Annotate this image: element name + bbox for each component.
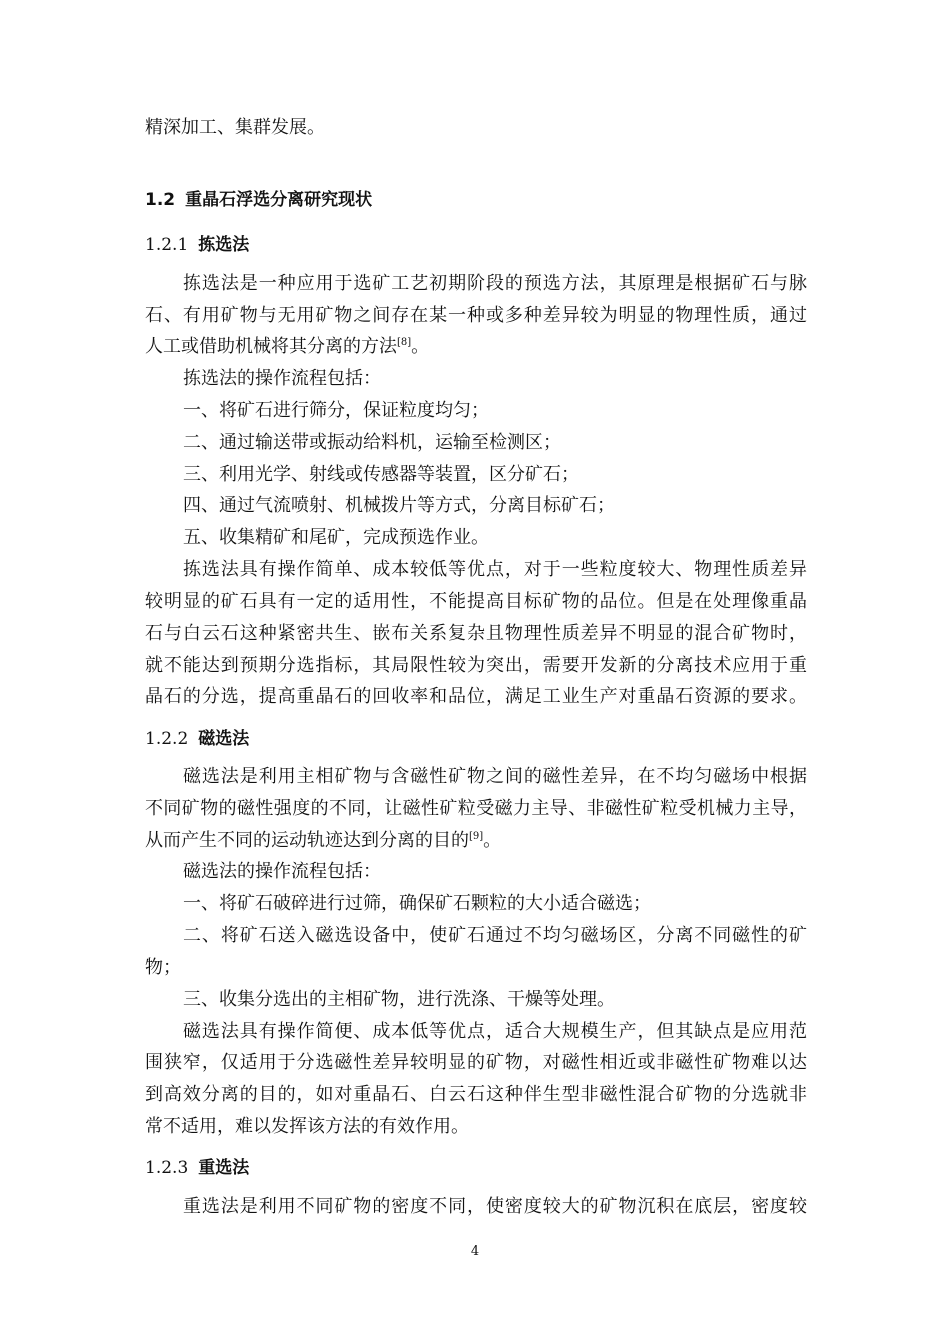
line-end: 。 bbox=[483, 830, 502, 851]
paragraph-line bbox=[145, 829, 807, 853]
paragraph-line: 磁选法的操作流程包括： bbox=[183, 861, 381, 882]
paragraph-line: 石、有用矿物与无用矿物之间存在某一种或多种差异较为明显的物理性质，通过 bbox=[145, 305, 807, 326]
paragraph-line: 石与白云石这种紧密共生、嵌布关系复杂且物理性质差异不明显的混合矿物时， bbox=[145, 623, 807, 644]
paragraph-line bbox=[145, 335, 807, 359]
paragraph-line: 拣选法具有操作简单、成本较低等优点，对于一些粒度较大、物理性质差异 bbox=[183, 559, 807, 580]
paragraph-line: 就不能达到预期分选指标，其局限性较为突出，需要开发新的分离技术应用于重 bbox=[145, 655, 807, 676]
subsection-number: 1.2.1 bbox=[145, 235, 189, 255]
subsection-heading-1-2-2 bbox=[145, 727, 807, 751]
list-item: 五、收集精矿和尾矿，完成预选作业。 bbox=[183, 527, 489, 548]
paragraph-line: 围狭窄，仅适用于分选磁性差异较明显的矿物，对磁性相近或非磁性矿物难以达 bbox=[145, 1052, 807, 1073]
paragraph-line: 不同矿物的磁性强度的不同，让磁性矿粒受磁力主导、非磁性矿粒受机械力主导， bbox=[145, 798, 807, 819]
citation-ref: [8] bbox=[397, 337, 412, 348]
subsection-heading-1-2-3 bbox=[145, 1156, 807, 1180]
paragraph-line: 重选法是利用不同矿物的密度不同，使密度较大的矿物沉积在底层，密度较 bbox=[183, 1196, 807, 1217]
subsection-heading-1-2-1 bbox=[145, 233, 807, 257]
paragraph-line: 较明显的矿石具有一定的适用性，不能提高目标矿物的品位。但是在处理像重晶 bbox=[145, 591, 807, 612]
list-item: 三、收集分选出的主相矿物，进行洗涤、干燥等处理。 bbox=[183, 989, 615, 1010]
paragraph-line: 常不适用，难以发挥该方法的有效作用。 bbox=[145, 1116, 469, 1137]
page-number: 4 bbox=[470, 1244, 480, 1259]
list-item: 一、将矿石破碎进行过筛，确保矿石颗粒的大小适合磁选； bbox=[183, 893, 651, 914]
list-item-continuation: 物； bbox=[145, 957, 181, 978]
paragraph-line: 晶石的分选，提高重晶石的回收率和品位，满足工业生产对重晶石资源的要求。 bbox=[145, 686, 807, 707]
citation-ref: [9] bbox=[469, 831, 484, 842]
paragraph-line: 磁选法是利用主相矿物与含磁性矿物之间的磁性差异，在不均匀磁场中根据 bbox=[183, 766, 807, 787]
subsection-title: 拣选法 bbox=[198, 235, 250, 255]
subsection-number: 1.2.3 bbox=[145, 1158, 189, 1178]
section-heading-1-2 bbox=[145, 188, 807, 212]
section-title: 重晶石浮选分离研究现状 bbox=[185, 190, 373, 210]
list-item: 四、通过气流喷射、机械拨片等方式，分离目标矿石； bbox=[183, 495, 615, 516]
list-item: 二、通过输送带或振动给料机，运输至检测区； bbox=[183, 432, 561, 453]
line-end: 。 bbox=[411, 336, 430, 357]
paragraph-line: 到高效分离的目的，如对重晶石、白云石这种伴生型非磁性混合矿物的分选就非 bbox=[145, 1084, 807, 1105]
subsection-number: 1.2.2 bbox=[145, 729, 189, 749]
paragraph-line: 磁选法具有操作简便、成本低等优点，适合大规模生产，但其缺点是应用范 bbox=[183, 1021, 807, 1042]
subsection-title: 重选法 bbox=[198, 1158, 250, 1178]
line-text: 人工或借助机械将其分离的方法 bbox=[145, 336, 397, 357]
list-item: 一、将矿石进行筛分，保证粒度均匀； bbox=[183, 400, 489, 421]
list-item: 二、将矿石送入磁选设备中，使矿石通过不均匀磁场区，分离不同磁性的矿 bbox=[183, 925, 807, 946]
paragraph-line: 拣选法的操作流程包括： bbox=[183, 368, 381, 389]
paragraph-line: 拣选法是一种应用于选矿工艺初期阶段的预选方法，其原理是根据矿石与脉 bbox=[183, 273, 807, 294]
list-item: 三、利用光学、射线或传感器等装置，区分矿石； bbox=[183, 464, 579, 485]
paragraph-line: 精深加工、集群发展。 bbox=[145, 117, 325, 138]
line-text: 从而产生不同的运动轨迹达到分离的目的 bbox=[145, 830, 469, 851]
section-number: 1.2 bbox=[145, 190, 176, 210]
subsection-title: 磁选法 bbox=[198, 729, 250, 749]
